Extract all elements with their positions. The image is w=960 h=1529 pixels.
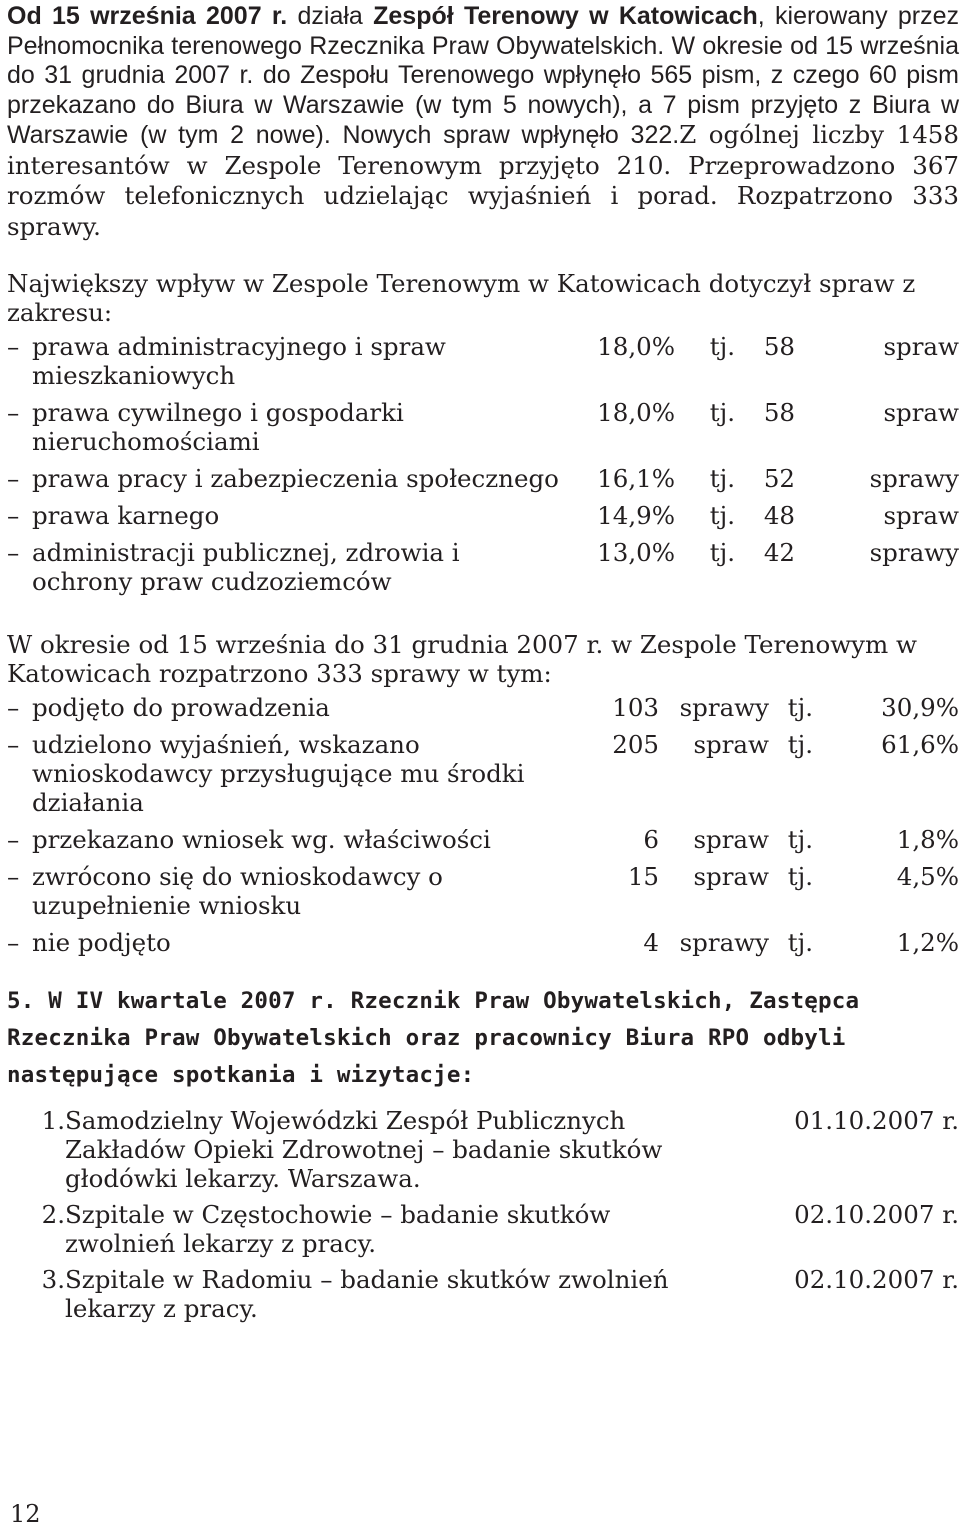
impact-count: 42 [763, 538, 795, 567]
cases-unit: spraw [693, 730, 769, 759]
visit-item [7, 1265, 959, 1323]
intro-office-name: Zespół Terenowy w Katowicach [373, 2, 758, 30]
cases-count: 4 [643, 928, 659, 957]
impact-count: 58 [763, 332, 795, 361]
intro-text-3: Z ogólnej liczby 1458 interesantów w Zespole Terenowym przyjęto 210. Przeprowadzono 367 rozmów telefonicznych udzielając wyjaśnień i porad. Rozpatrzono 333 sprawy. [7, 120, 959, 241]
impact-tj: tj. [709, 464, 735, 493]
impact-label: prawa pracy i zabezpieczenia społecznego [32, 464, 559, 493]
dash: – [7, 730, 20, 759]
cases-tj: tj. [787, 928, 813, 957]
cases-list [7, 693, 959, 957]
page-number: 12 [10, 1500, 41, 1528]
impact-percent: 18,0% [597, 332, 675, 361]
visits-list [7, 1106, 959, 1323]
impact-item [7, 398, 959, 456]
visit-index: 1. [41, 1106, 65, 1135]
cases-tj: tj. [787, 693, 813, 722]
impact-label: prawa cywilnego i gospodarki nieruchomościami [32, 398, 404, 456]
cases-tj: tj. [787, 862, 813, 891]
impact-label: prawa administracyjnego i spraw mieszkaniowych [32, 332, 446, 390]
cases-item [7, 862, 959, 920]
dash: – [7, 464, 20, 493]
intro-text-2: , kierowany przez Pełnomocnika terenowego Rzecznika Praw Obywatelskich. W okresie od 15 września do 31 grudnia 2007 r. do Zespołu Terenowego wpłynęło 565 pism, z czego 60 pism przekazano do Biura w Warszawie (w tym 5 nowych), a 7 pism przyjęto z Biura w Warszawie (w tym 2 nowe). Nowych spraw wpłynęło 322. [7, 2, 959, 149]
impact-item [7, 464, 959, 493]
intro-text-1: działa [287, 2, 374, 30]
impact-unit: spraw [883, 501, 959, 530]
impact-tj: tj. [709, 332, 735, 361]
cases-item [7, 730, 959, 817]
impact-item [7, 501, 959, 530]
impact-count: 58 [763, 398, 795, 427]
visit-date: 01.10.2007 r. [794, 1106, 959, 1135]
dash: – [7, 501, 20, 530]
cases-label: zwrócono się do wnioskodawcy o uzupełnienie wniosku [32, 862, 443, 920]
cases-count: 205 [612, 730, 659, 759]
impact-tj: tj. [709, 501, 735, 530]
cases-item [7, 693, 959, 722]
impact-label: administracji publicznej, zdrowia i ochrony praw cudzoziemców [32, 538, 460, 596]
visit-index: 3. [41, 1265, 65, 1294]
cases-unit: sprawy [679, 693, 769, 722]
cases-count: 103 [612, 693, 659, 722]
dash: – [7, 398, 20, 427]
impact-percent: 18,0% [597, 398, 675, 427]
dash: – [7, 825, 20, 854]
cases-tj: tj. [787, 825, 813, 854]
cases-unit: spraw [693, 825, 769, 854]
visit-date: 02.10.2007 r. [794, 1200, 959, 1229]
cases-percent: 4,5% [896, 862, 959, 891]
impact-unit: sprawy [869, 464, 959, 493]
impact-heading: Największy wpływ w Zespole Terenowym w Katowicach dotyczył spraw z zakresu: [7, 269, 916, 327]
cases-count: 15 [627, 862, 659, 891]
impact-percent: 14,9% [597, 501, 675, 530]
dash: – [7, 928, 20, 957]
visit-item [7, 1106, 959, 1193]
impact-item [7, 538, 959, 596]
impact-item [7, 332, 959, 390]
section-5-heading: 5. W IV kwartale 2007 r. Rzecznik Praw Obywatelskich, Zastępca Rzecznika Praw Obywatelskich oraz pracownicy Biura RPO odbyli następujące spotkania i wizytacje: [7, 988, 860, 1088]
impact-count: 48 [763, 501, 795, 530]
cases-label: nie podjęto [32, 928, 171, 957]
cases-percent: 1,8% [896, 825, 959, 854]
dash: – [7, 693, 20, 722]
cases-unit: spraw [693, 862, 769, 891]
impact-percent: 16,1% [597, 464, 675, 493]
cases-label: przekazano wniosek wg. właściwości [32, 825, 491, 854]
impact-list [7, 332, 959, 596]
cases-item [7, 928, 959, 957]
cases-heading: W okresie od 15 września do 31 grudnia 2007 r. w Zespole Terenowym w Katowicach rozpatrzono 333 sprawy w tym: [7, 630, 918, 688]
dash: – [7, 332, 20, 361]
cases-unit: sprawy [679, 928, 769, 957]
cases-percent: 30,9% [881, 693, 959, 722]
visit-description: Szpitale w Częstochowie – badanie skutków zwolnień lekarzy z pracy. [65, 1200, 611, 1258]
dash: – [7, 538, 20, 567]
impact-unit: sprawy [869, 538, 959, 567]
dash: – [7, 862, 20, 891]
cases-count: 6 [643, 825, 659, 854]
impact-count: 52 [763, 464, 795, 493]
visit-index: 2. [41, 1200, 65, 1229]
impact-unit: spraw [883, 332, 959, 361]
intro-date: Od 15 września 2007 r. [7, 2, 288, 30]
cases-item [7, 825, 959, 854]
cases-tj: tj. [787, 730, 813, 759]
visit-description: Samodzielny Wojewódzki Zespół Publicznych Zakładów Opieki Zdrowotnej – badanie skutków głodówki lekarzy. Warszawa. [65, 1106, 663, 1193]
visit-date: 02.10.2007 r. [794, 1265, 959, 1294]
impact-unit: spraw [883, 398, 959, 427]
visit-description: Szpitale w Radomiu – badanie skutków zwolnień lekarzy z pracy. [65, 1265, 669, 1323]
intro-paragraph [7, 2, 959, 242]
impact-percent: 13,0% [597, 538, 675, 567]
cases-label: udzielono wyjaśnień, wskazano wnioskodawcy przysługujące mu środki działania [32, 730, 525, 817]
impact-tj: tj. [709, 538, 735, 567]
visit-item [7, 1200, 959, 1258]
cases-label: podjęto do prowadzenia [32, 693, 330, 722]
impact-label: prawa karnego [32, 501, 220, 530]
cases-percent: 1,2% [896, 928, 959, 957]
cases-percent: 61,6% [881, 730, 959, 759]
impact-tj: tj. [709, 398, 735, 427]
document-page [7, 2, 959, 1330]
